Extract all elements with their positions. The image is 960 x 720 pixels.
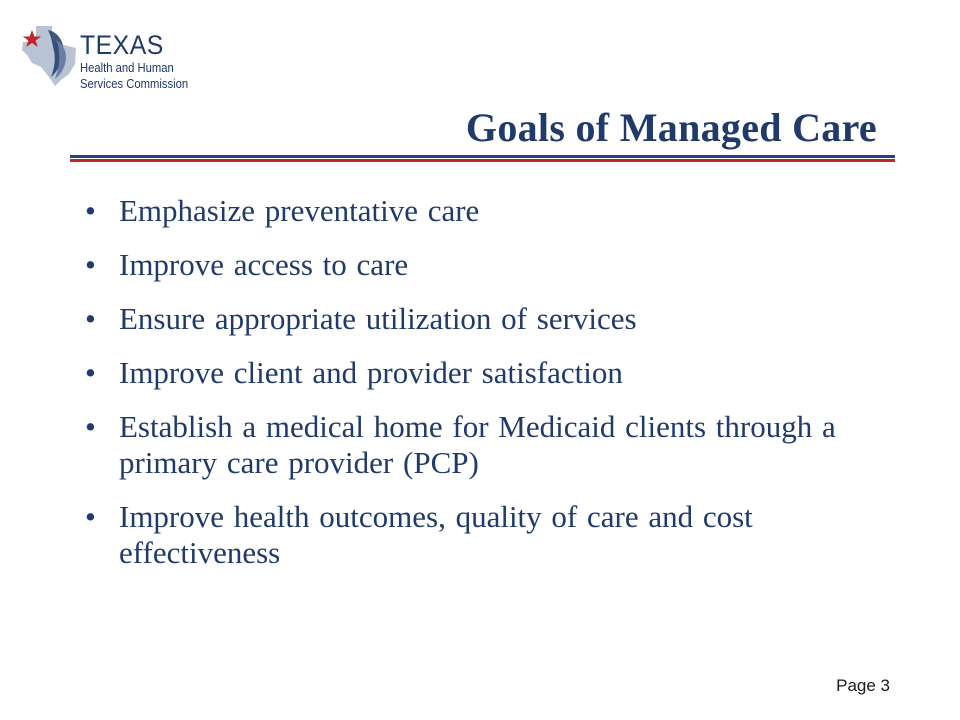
logo-subtitle-line2: Services Commission (80, 76, 189, 91)
bullet-text: Establish a medical home for Medicaid clients through a primary care provider (PCP) (119, 409, 836, 480)
bullet-dot-icon: • (85, 355, 96, 390)
texas-silhouette-icon (18, 22, 78, 88)
title-divider-blue (70, 155, 895, 158)
bullet-item (85, 499, 885, 571)
bullet-dot-icon: • (85, 247, 96, 282)
hhsc-logo (18, 22, 218, 98)
bullet-text: Improve access to care (119, 247, 409, 282)
bullet-list (85, 193, 885, 589)
bullet-item (85, 247, 885, 283)
bullet-text: Improve health outcomes, quality of care and cost effectiveness (119, 499, 753, 570)
bullet-item (85, 301, 885, 337)
bullet-dot-icon: • (85, 301, 96, 336)
bullet-dot-icon: • (85, 499, 96, 534)
bullet-text: Improve client and provider satisfaction (119, 355, 623, 390)
slide-title: Goals of Managed Care (465, 105, 877, 150)
bullet-dot-icon: • (85, 193, 96, 228)
title-divider (70, 155, 895, 163)
bullet-text: Ensure appropriate utilization of services (119, 301, 637, 336)
title-divider-red (70, 159, 895, 162)
bullet-text: Emphasize preventative care (119, 193, 480, 228)
logo-title: TEXAS (80, 30, 164, 60)
page-number: Page 3 (836, 676, 890, 695)
bullet-dot-icon: • (85, 409, 96, 444)
logo-subtitle-line1: Health and Human (80, 61, 174, 75)
bullet-item (85, 409, 885, 481)
bullet-item (85, 193, 885, 229)
bullet-item (85, 355, 885, 391)
